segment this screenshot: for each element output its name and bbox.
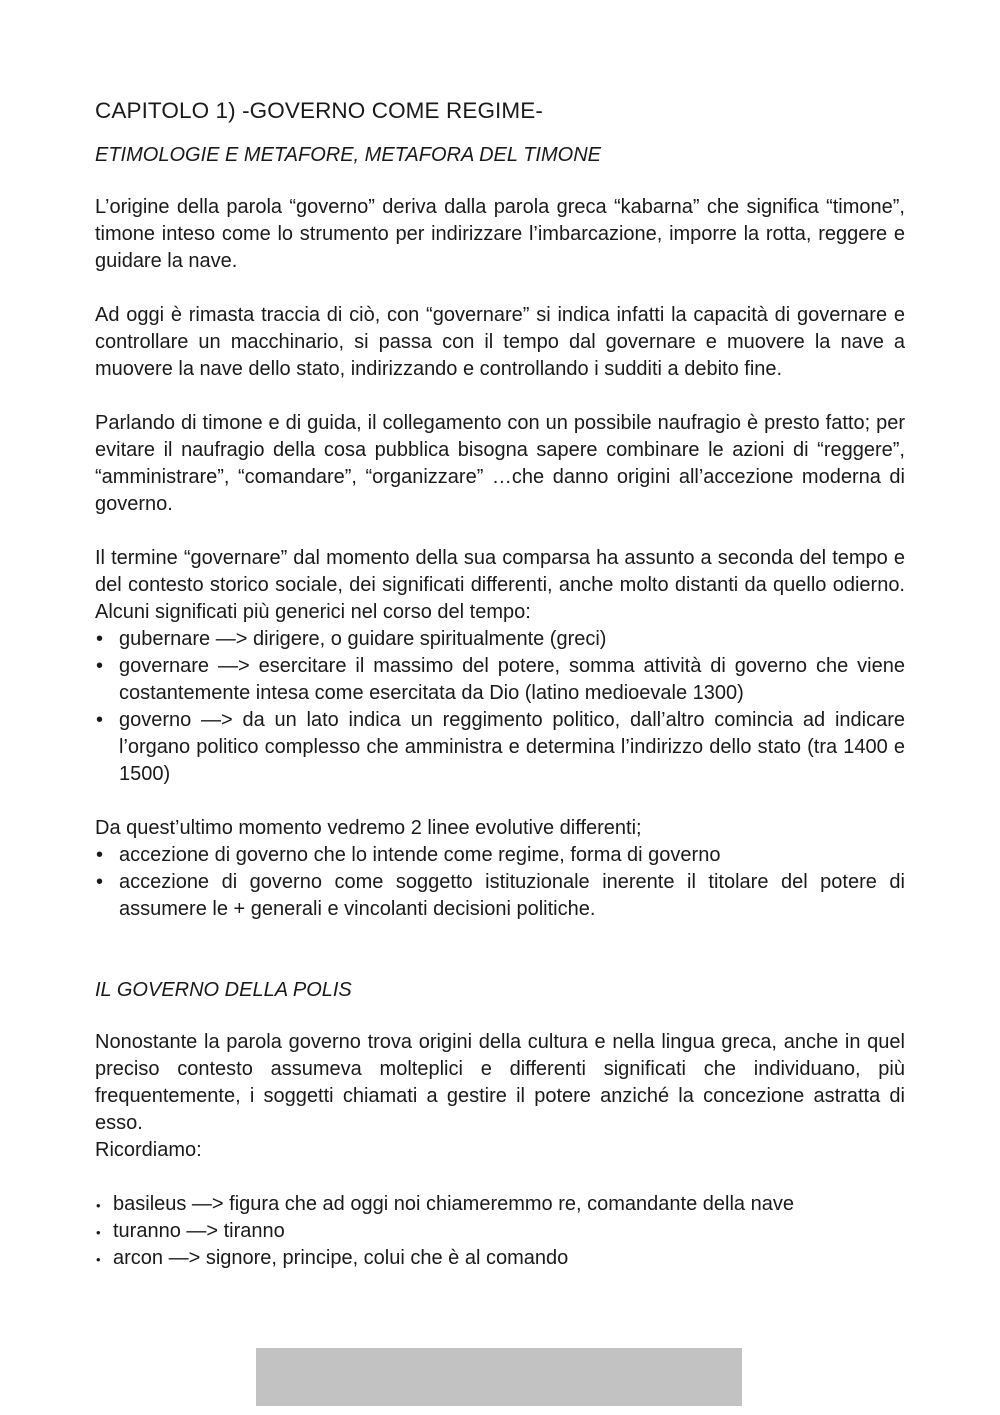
list-item: • accezione di governo che lo intende come regime, forma di governo [95, 842, 905, 869]
list-item: • basileus —> figura che ad oggi noi chiameremmo re, comandante della nave [95, 1191, 905, 1218]
footer-bar [256, 1348, 742, 1406]
chapter-title: CAPITOLO 1) -GOVERNO COME REGIME- [95, 98, 543, 123]
paragraph-traccia: Ad oggi è rimasta traccia di ciò, con “governare” si indica infatti la capacità di governare e controllare un macchinario, si passa con il tempo dal governare e muovere la nave a muovere la nave dello stato, indirizzando e controllando i sudditi a debito fine. [95, 304, 905, 380]
paragraph-termine-governare: Il termine “governare” dal momento della sua comparsa ha assunto a seconda del tempo e del contesto storico sociale, dei significati differenti, anche molto distanti da quello odierno. Alcuni significati più generici nel corso del tempo: [95, 547, 905, 623]
meanings-list [95, 626, 905, 788]
paragraph-polis: Nonostante la parola governo trova origini della cultura e nella lingua greca, anche in quel preciso contesto assumeva molteplici e differenti significati che individuano, più frequentemente, i soggetti chiamati a gestire il potere anziché la concezione astratta di esso. [95, 1031, 905, 1134]
paragraph-timone-guida: Parlando di timone e di guida, il collegamento con un possibile naufragio è presto fatto; per evitare il naufragio della cosa pubblica bisogna sapere combinare le azioni di “reggere”, “amministrare”, “comandare”, “organizzare” …che danno origini all’accezione moderna di governo. [95, 412, 905, 515]
list-item: • governare —> esercitare il massimo del potere, somma attività di governo che viene costantemente intesa come esercitata da Dio (latino medioevale 1300) [95, 653, 905, 707]
document-page [95, 96, 905, 1272]
list-item: • turanno —> tiranno [95, 1218, 905, 1245]
evolution-list [95, 842, 905, 923]
section-title-etimologie: ETIMOLOGIE E METAFORE, METAFORA DEL TIMONE [95, 144, 601, 166]
terms-list [95, 1191, 905, 1272]
list-item: • arcon —> signore, principe, colui che è al comando [95, 1245, 905, 1272]
section-title-polis: IL GOVERNO DELLA POLIS [95, 979, 352, 1001]
list-item: • accezione di governo come soggetto istituzionale inerente il titolare del potere di assumere le + generali e vincolanti decisioni politiche. [95, 869, 905, 923]
paragraph-origine: L’origine della parola “governo” deriva dalla parola greca “kabarna” che significa “timone”, timone inteso come lo strumento per indirizzare l’imbarcazione, imporre la rotta, reggere e guidare la nave. [95, 196, 905, 272]
list-item: • gubernare —> dirigere, o guidare spiritualmente (greci) [95, 626, 905, 653]
paragraph-evolution-intro: Da quest’ultimo momento vedremo 2 linee evolutive differenti; [95, 817, 642, 839]
list-item: • governo —> da un lato indica un reggimento politico, dall’altro comincia ad indicare l’organo politico complesso che amministra e determina l’indirizzo dello stato (tra 1400 e 1500) [95, 707, 905, 788]
paragraph-ricordiamo: Ricordiamo: [95, 1139, 202, 1161]
